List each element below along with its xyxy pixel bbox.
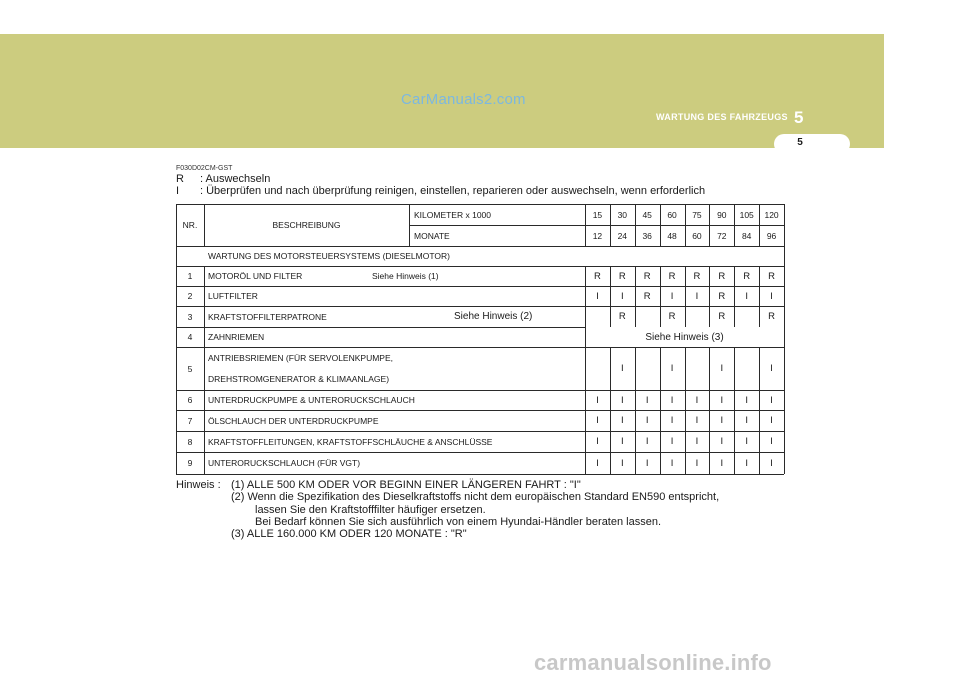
interval-km: 15 — [592, 209, 603, 220]
interval-km: 75 — [692, 209, 702, 220]
row-value: I — [720, 394, 724, 406]
table-rule-h — [176, 474, 784, 475]
interval-months: 36 — [642, 230, 652, 241]
row-value: R — [643, 290, 651, 302]
interval-months: 60 — [692, 230, 702, 241]
maintenance-table — [176, 204, 784, 474]
header-months-label: MONATE — [414, 230, 450, 241]
row-span-note: Siehe Hinweis (3) — [645, 331, 724, 343]
note-line: Bei Bedarf können Sie sich ausführlich von einem Hyundai-Händler beraten lassen. — [255, 515, 662, 528]
legend-r — [176, 173, 270, 185]
row-value: I — [745, 415, 748, 426]
page-tab — [774, 134, 850, 154]
row-value: I — [720, 415, 724, 426]
row-value: R — [718, 311, 726, 322]
row-value: I — [620, 363, 624, 374]
row-value: I — [720, 457, 724, 469]
row-description: ANTRIEBSRIEMEN (FÜR SERVOLENKPUMPE, — [208, 352, 393, 363]
row-value: I — [620, 394, 624, 406]
row-description: MOTORÖL UND FILTER — [208, 271, 303, 281]
row-description: UNTERORUCKSCHLAUCH (FÜR VGT) — [208, 458, 361, 468]
row-number: 4 — [187, 332, 193, 342]
interval-months: 12 — [592, 230, 603, 241]
row-value: R — [768, 311, 775, 322]
row-value: R — [768, 270, 775, 282]
row-value: I — [596, 436, 599, 447]
section-title: WARTUNG DES MOTORSTEUERSYSTEMS (DIESELMOTOR) — [208, 251, 450, 261]
row-value: I — [745, 394, 748, 406]
notes — [176, 479, 720, 541]
row-description: ÖLSCHLAUCH DER UNTERDRUCKPUMPE — [208, 415, 379, 426]
row-value: I — [770, 436, 773, 447]
row-value: I — [596, 457, 599, 469]
row-value: R — [618, 270, 626, 282]
row-value: R — [643, 270, 651, 282]
row-note: Siehe Hinweis (2) — [454, 311, 533, 322]
interval-months: 48 — [667, 230, 677, 241]
legend-i — [176, 185, 705, 197]
row-value: I — [770, 394, 773, 406]
row-value: I — [645, 436, 649, 447]
row-number: 6 — [187, 395, 193, 405]
row-description: UNTERDRUCKPUMPE & UNTERORUCKSCHLAUCH — [208, 395, 415, 405]
note-line: lassen Sie den Kraftstofffilter häufiger ersetzen. — [255, 503, 486, 516]
row-value: I — [770, 363, 773, 374]
chapter-title: WARTUNG DES FAHRZEUGS — [656, 112, 788, 122]
note-line: (3) ALLE 160.000 KM ODER 120 MONATE : "R" — [231, 528, 467, 541]
interval-km: 60 — [667, 209, 677, 220]
page-number: 5 — [797, 137, 803, 148]
row-value: R — [718, 290, 726, 302]
interval-km: 105 — [739, 209, 754, 220]
row-number: 3 — [187, 311, 193, 322]
row-value: I — [720, 436, 724, 447]
row-value: I — [695, 436, 699, 447]
row-value: R — [594, 270, 601, 282]
row-value: I — [620, 457, 624, 469]
row-value: I — [620, 436, 624, 447]
row-value: I — [695, 290, 699, 302]
row-value: I — [770, 290, 773, 302]
watermark-bottom[interactable]: carmanualsonline.info — [534, 650, 772, 675]
legend-key: R — [176, 173, 184, 185]
header-kilometer-label: KILOMETER x 1000 — [414, 209, 492, 220]
notes-label: Hinweis : — [176, 479, 221, 491]
table-rule-v — [409, 204, 410, 246]
row-number: 1 — [187, 271, 193, 281]
column-header-nr: NR. — [182, 220, 198, 230]
row-description: DREHSTROMGENERATOR & KLIMAANLAGE) — [208, 374, 390, 385]
row-number: 5 — [187, 363, 193, 374]
row-value: I — [620, 290, 624, 302]
row-description: KRAFTSTOFFILTERPATRONE — [208, 311, 327, 322]
row-value: I — [720, 363, 724, 374]
row-value: I — [670, 394, 674, 406]
row-value: R — [743, 270, 751, 282]
note-line: (2) Wenn die Spezifikation des Dieselkraftstoffs nicht dem europäischen Standard EN590 entspricht, — [231, 491, 720, 504]
interval-months: 96 — [766, 230, 777, 241]
row-value: R — [668, 311, 676, 322]
row-description: LUFTFILTER — [208, 291, 258, 301]
row-number: 8 — [187, 436, 193, 447]
row-value: I — [645, 457, 649, 469]
interval-months: 24 — [617, 230, 628, 241]
row-value: I — [670, 363, 674, 374]
legend-text: : Auswechseln — [200, 173, 271, 185]
row-number: 2 — [187, 291, 193, 301]
interval-months: 84 — [741, 230, 752, 241]
row-value: I — [770, 415, 773, 426]
row-value: I — [670, 457, 674, 469]
row-value: I — [670, 436, 674, 447]
row-value: I — [745, 436, 748, 447]
row-value: R — [618, 311, 626, 322]
doc-code: F030D02CM-GST — [176, 165, 233, 172]
row-value: I — [695, 394, 699, 406]
note-line: (1) ALLE 500 KM ODER VOR BEGINN EINER LÄNGEREN FAHRT : "I" — [231, 479, 581, 491]
row-value: I — [770, 457, 773, 469]
interval-km: 45 — [642, 209, 652, 220]
interval-km: 120 — [764, 209, 779, 220]
row-value: R — [718, 270, 726, 282]
row-value: R — [693, 270, 701, 282]
row-value: I — [695, 415, 699, 426]
row-value: I — [745, 290, 748, 302]
table-rule-v — [204, 266, 205, 474]
table-right-rule — [784, 204, 785, 474]
row-value: I — [695, 457, 699, 469]
row-value: I — [620, 415, 624, 426]
row-value: I — [596, 394, 599, 406]
row-number: 7 — [187, 415, 193, 426]
row-value: I — [596, 290, 599, 302]
watermark-top[interactable]: CarManuals2.com — [401, 91, 526, 108]
row-value: I — [670, 415, 674, 426]
row-value: I — [645, 394, 649, 406]
interval-km: 90 — [717, 209, 727, 220]
row-description: ZAHNRIEMEN — [208, 332, 265, 342]
legend-key: I — [176, 185, 180, 197]
row-note: Siehe Hinweis (1) — [372, 271, 439, 281]
row-value: I — [596, 415, 599, 426]
chapter-number: 5 — [794, 108, 804, 127]
row-value: I — [645, 415, 649, 426]
legend-text: : Überprüfen und nach überprüfung reinigen, einstellen, reparieren oder auswechseln, wenn erforderlich — [200, 185, 706, 197]
row-value: I — [745, 457, 748, 469]
column-header-description: BESCHREIBUNG — [272, 220, 341, 230]
row-value: I — [670, 290, 674, 302]
interval-months: 72 — [717, 230, 727, 241]
row-description: KRAFTSTOFFLEITUNGEN, KRAFTSTOFFSCHLÄUCHE & ANSCHLÜSSE — [208, 436, 493, 447]
interval-km: 30 — [617, 209, 628, 220]
row-number: 9 — [187, 458, 193, 468]
row-value: R — [668, 270, 676, 282]
